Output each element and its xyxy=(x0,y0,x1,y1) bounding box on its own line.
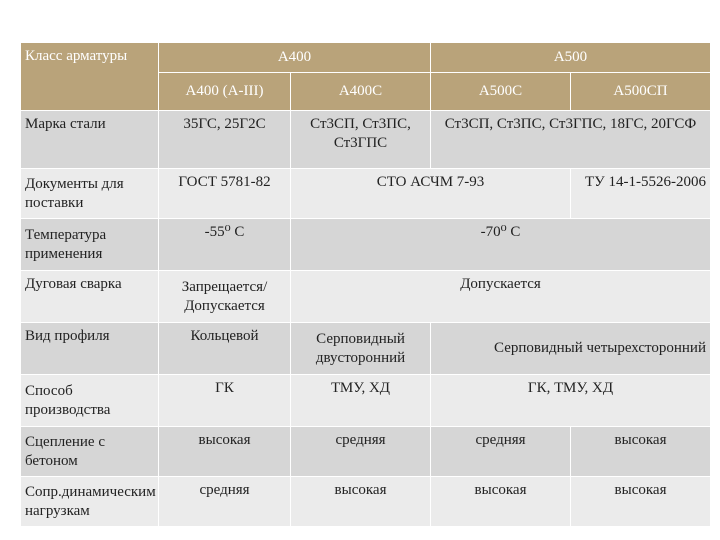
row-label: Документы для поставки xyxy=(21,169,159,219)
row-label: Сопр.динамическим нагрузкам xyxy=(21,477,159,527)
table-cell: Ст3СП, Ст3ПС, Ст3ГПС xyxy=(291,111,431,169)
table-row-temperature xyxy=(21,219,711,271)
table-cell: Ст3СП, Ст3ПС, Ст3ГПС, 18ГС, 20ГСФ xyxy=(431,111,711,169)
table-cell: ТМУ, ХД xyxy=(291,375,431,427)
table-cell: ГК, ТМУ, ХД xyxy=(431,375,711,427)
table-cell: Допускается xyxy=(291,271,711,323)
table-cell: высокая xyxy=(291,477,431,527)
table-cell: средняя xyxy=(159,477,291,527)
table-cell: ТУ 14-1-5526-2006 xyxy=(571,169,711,219)
table-cell: средняя xyxy=(431,427,571,477)
table-row-concrete-bond xyxy=(21,427,711,477)
table-cell: высокая xyxy=(571,477,711,527)
header-grade-a500sp: А500СП xyxy=(571,73,711,111)
table-cell: высокая xyxy=(571,427,711,477)
table-row-production-method xyxy=(21,375,711,427)
table-cell: Кольцевой xyxy=(159,323,291,375)
table-cell: высокая xyxy=(431,477,571,527)
header-group-a500: А500 xyxy=(431,43,711,73)
table-cell: Запрещается/ Допускается xyxy=(159,271,291,323)
table-cell: -55⁰ С xyxy=(159,219,291,271)
table-cell: -70⁰ С xyxy=(291,219,711,271)
table-row-documents xyxy=(21,169,711,219)
row-label: Температура применения xyxy=(21,219,159,271)
table-cell: средняя xyxy=(291,427,431,477)
row-label: Марка стали xyxy=(21,111,159,169)
header-corner-cell: Класс арматуры xyxy=(21,43,159,111)
table-row-steel-grade xyxy=(21,111,711,169)
table-cell: высокая xyxy=(159,427,291,477)
header-grade-a400c: А400С xyxy=(291,73,431,111)
rebar-comparison-table xyxy=(20,42,711,527)
row-label: Способ производства xyxy=(21,375,159,427)
table-cell: СТО АСЧМ 7-93 xyxy=(291,169,571,219)
table-row-dynamic-resistance xyxy=(21,477,711,527)
header-row-groups xyxy=(21,43,711,73)
header-grade-a400-aiii: А400 (А-III) xyxy=(159,73,291,111)
row-label: Вид профиля xyxy=(21,323,159,375)
header-grade-a500c: А500С xyxy=(431,73,571,111)
table-cell: ГОСТ 5781-82 xyxy=(159,169,291,219)
table-row-arc-welding xyxy=(21,271,711,323)
table-cell: 35ГС, 25Г2С xyxy=(159,111,291,169)
table-cell: Серповидный двусторонний xyxy=(291,323,431,375)
row-label: Сцепление с бетоном xyxy=(21,427,159,477)
table-row-profile-type xyxy=(21,323,711,375)
header-group-a400: А400 xyxy=(159,43,431,73)
row-label: Дуговая сварка xyxy=(21,271,159,323)
table-cell: ГК xyxy=(159,375,291,427)
table-cell: Серповидный четырехсторонний xyxy=(431,323,711,375)
